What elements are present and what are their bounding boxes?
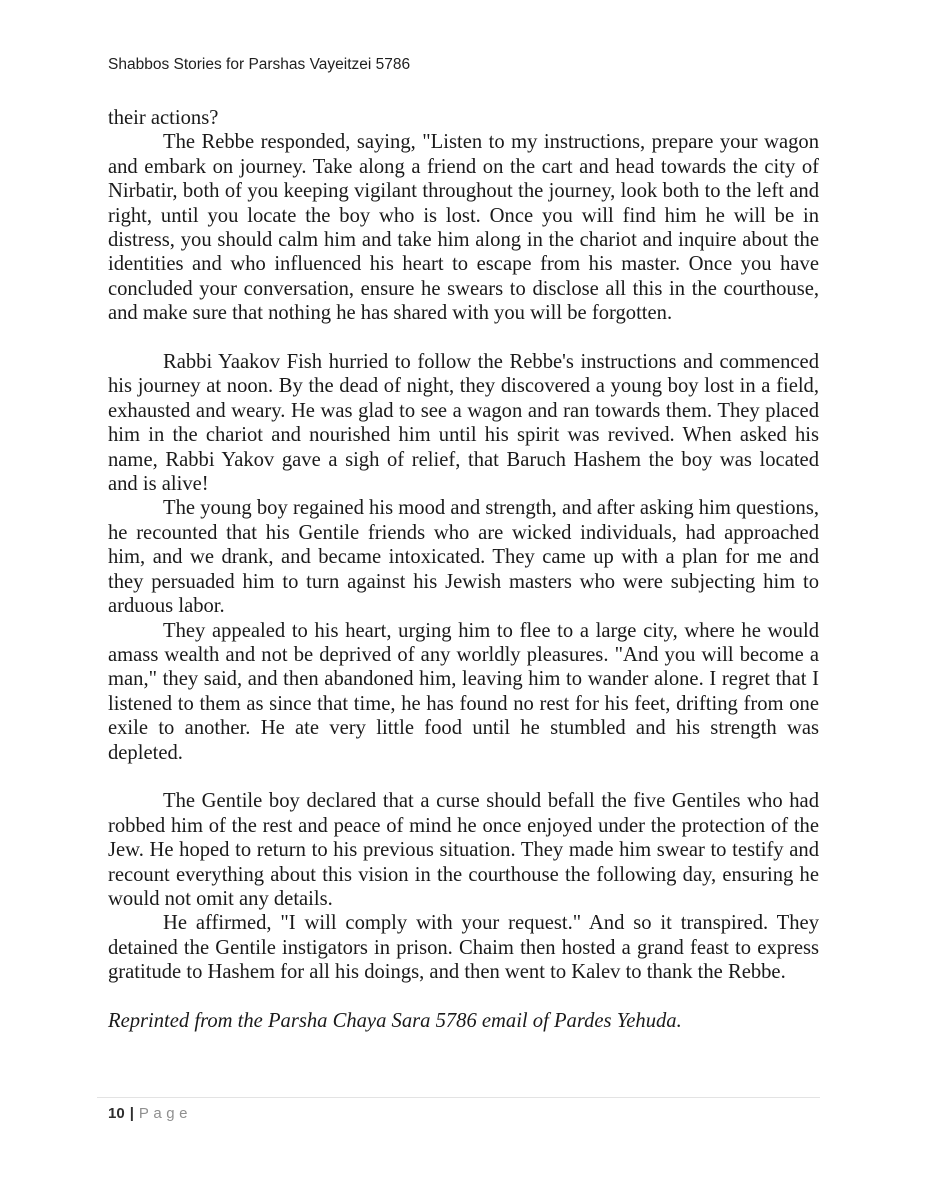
paragraph: They appealed to his heart, urging him to flee to a large city, where he would amass wealth and not be deprived of any worldly pleasures. "And you will become a man," they said, and then abandoned him, leaving him to wander alone. I regret that I listened to them as since that time, he has found no rest for his feet, drifting from one exile to another. He ate very little food until he stumbled and his strength was depleted. bbox=[108, 619, 819, 764]
page-number: 10 bbox=[108, 1105, 125, 1122]
paragraph: The young boy regained his mood and strength, and after asking him questions, he recounted that his Gentile friends who are wicked individuals, had approached him, and we drank, and became intoxicated. They came up with a plan for me and they persuaded him to turn against his Jewish masters who were subjecting him to arduous labor. bbox=[108, 497, 819, 618]
document-body bbox=[108, 106, 819, 1033]
paragraph: The Rebbe responded, saying, "Listen to my instructions, prepare your wagon and embark on journey. Take along a friend on the cart and head towards the city of Nirbatir, both of you keeping vigilant throughout the journey, look both to the left and right, until you locate the boy who is lost. Once you will find him he will be in distress, you should calm him and take him along in the chariot and inquire about the identities and who influenced his heart to escape from his master. Once you have concluded your conversation, ensure he swears to disclose all this in the courthouse, and make sure that nothing he has shared with you will be forgotten. bbox=[108, 131, 819, 325]
paragraph: The Gentile boy declared that a curse should befall the five Gentiles who had robbed him of the rest and peace of mind he once enjoyed under the protection of the Jew. He hoped to return to his previous situation. They made him swear to testify and recount everything about this vision in the courthouse the following day, ensuring he would not omit any details. bbox=[108, 790, 819, 910]
paragraph: He affirmed, "I will comply with your request." And so it transpired. They detained the Gentile instigators in prison. Chaim then hosted a grand feast to express gratitude to Hashem for all his doings, and then went to Kalev to thank the Rebbe. bbox=[108, 912, 819, 984]
footer-page-label: Page bbox=[138, 1105, 192, 1122]
page-footer bbox=[97, 1097, 820, 1123]
paragraph: their actions? bbox=[108, 107, 219, 129]
running-header: Shabbos Stories for Parshas Vayeitzei 5786 bbox=[108, 56, 411, 73]
reprint-credit: Reprinted from the Parsha Chaya Sara 5786 email of Pardes Yehuda. bbox=[108, 1009, 682, 1032]
footer-separator: | bbox=[129, 1105, 134, 1122]
paragraph: Rabbi Yaakov Fish hurried to follow the Rebbe's instructions and commenced his journey at noon. By the dead of night, they discovered a young boy lost in a field, exhausted and weary. He was glad to see a wagon and ran towards them. They placed him in the chariot and nourished him until his spirit was revived. When asked his name, Rabbi Yakov gave a sigh of relief, that Baruch Hashem the boy was located and is alive! bbox=[108, 351, 819, 496]
